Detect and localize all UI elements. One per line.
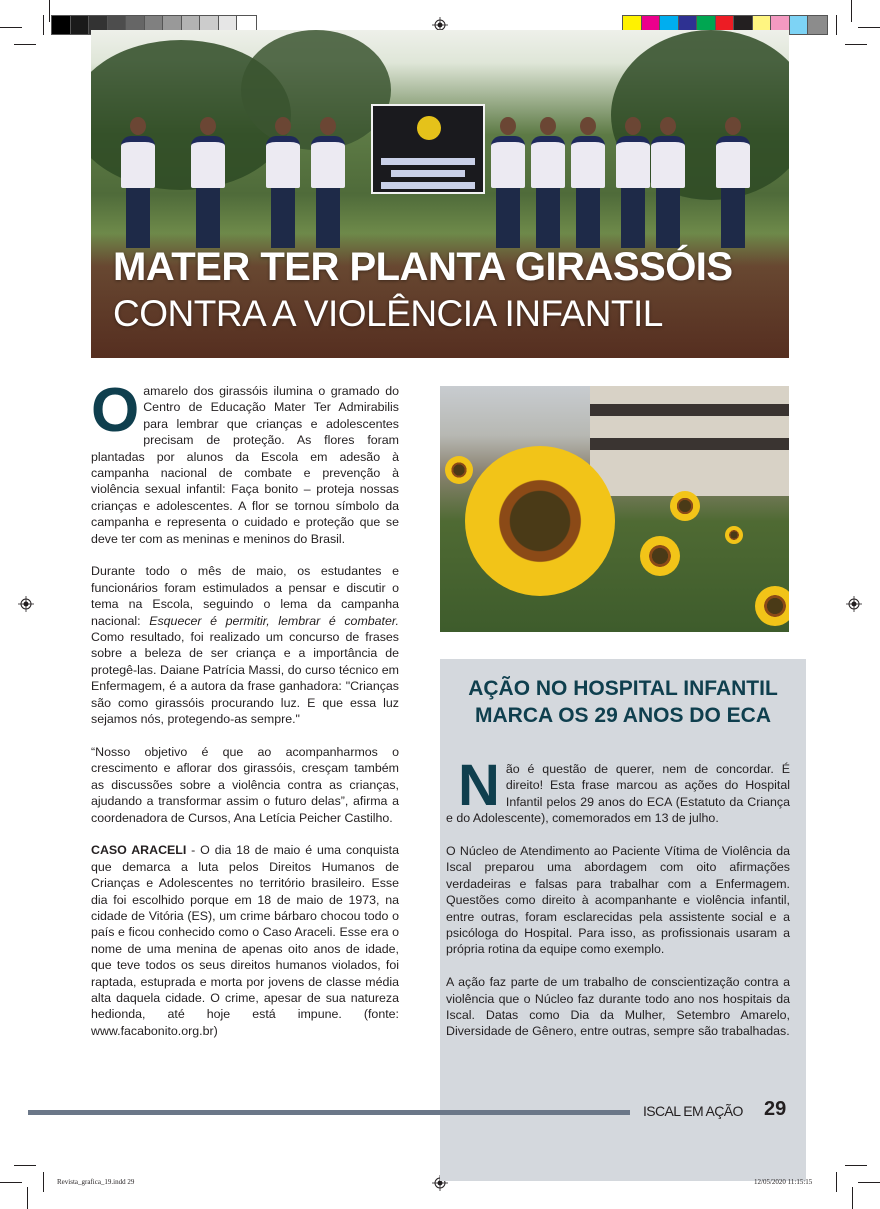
crop-mark [851,0,852,22]
article-body [91,376,399,1056]
sidebar-paragraph-3: A ação faz parte de um trabalho de conscientização contra a violência que o Núcleo faz durante todo ano nos hospitais da Iscal. Datas como Dia da Mulher, Setembro Amarelo, Diversidade de Gênero, entre outras, sempre são trabalhadas. [446,975,790,1039]
crop-mark [14,44,36,45]
crop-mark [845,44,867,45]
crop-mark [43,15,44,35]
footer-rule [28,1110,630,1115]
crop-mark [858,27,880,28]
registration-mark-icon [18,596,34,612]
drop-cap: O [91,376,140,445]
section-lead: CASO ARACELI [91,843,187,858]
sidebar-title: AÇÃO NO HOSPITAL INFANTIL MARCA OS 29 ANOS DO ECA [468,677,778,727]
color-swatch [790,16,809,34]
hero-photo [91,30,789,358]
crop-mark [852,1187,853,1209]
crop-mark [0,27,22,28]
title-line-2: CONTRA A VIOLÊNCIA INFANTIL [113,293,663,334]
page-number: 29 [764,1098,787,1120]
crop-mark [49,0,50,22]
campaign-slogan: Esquecer é permitir, lembrar é combater. [149,613,399,628]
title-line-1: MATER TER PLANTA GIRASSÓIS [113,245,733,289]
file-slug: Revista_grafica_19.indd 29 [57,1178,135,1186]
article-paragraph-3: “Nosso objetivo é que ao acompanharmos o crescimento e aflorar dos girassóis, cresçam também as discussões sobre a violência contra as crianças, ajudando a transformar assim o futuro delas”, afirma a coordenadora de Cursos, Ana Letícia Peicher Castilho. [91,744,399,825]
sidebar-paragraph-2: O Núcleo de Atendimento ao Paciente Vítima de Violência da Iscal preparou uma abordagem com oito afirmações verdadeiras e falsas para trabalhar com a Enfermagem. Questões como direito à acompanhante e violência infantil, entre outras, foram esclarecidas pela assistente social e a psicóloga do Hospital. Para isso, as profissionais usaram a própria rotina da equipe como exemplo. [446,844,790,957]
magazine-name: ISCAL EM AÇÃO [643,1103,743,1119]
color-swatch [52,16,71,34]
crop-mark [858,1182,880,1183]
print-timestamp: 12/05/2020 11:15:15 [754,1178,813,1186]
crop-mark [0,1182,22,1183]
article-paragraph-4: CASO ARACELI - O dia 18 de maio é uma conquista que demarca a luta pelos Direitos Humanos de Crianças e Adolescentes no território brasileiro. Esse dia foi escolhido porque em 18 de maio de 1973, na cidade de Vitória (ES), um crime bárbaro chocou todo o país e ficou conhecido como o Caso Araceli. Esse era o nome de uma menina de apenas oito anos de idade, que teve todos os seus direitos humanos violados, foi raptada, estuprada e morta por jovens de classe média alta daquela cidade. O crime, apesar de sua natureza hedionda, até hoje está impune. (fonte: www.facabonito.org.br) [91,843,399,1038]
crop-mark [43,1172,44,1192]
article-paragraph-1: O amarelo dos girassóis ilumina o gramado do Centro de Educação Mater Ter Admirabilis para lembrar que crianças e adolescentes precisam de proteção. As flores foram plantadas por alunos da Escola em adesão à campanha nacional de combate e prevenção à violência sexual infantil: Faça bonito – proteja nossas crianças e adolescentes. A flor se tornou símbolo da campanha e representa o cuidado e proteção que se deve ter com as meninas e meninos do Brasil. [91,376,399,546]
sidebar-body [446,753,790,1056]
color-swatch [808,16,827,34]
drop-cap: N [458,753,500,818]
sidebar-article [440,659,806,1181]
registration-mark-icon [846,596,862,612]
crop-mark [836,1172,837,1192]
page-title [113,247,733,332]
sidebar-paragraph-1: N ão é questão de querer, nem de concordar. É direito! Esta frase marcou as ações do Hospital Infantil pelos 29 anos do ECA (Estatuto da Criança e do Adolescente), comemorados em 13 de julho. [446,753,790,826]
sunflower-photo [440,386,789,632]
article-paragraph-2: Durante todo o mês de maio, os estudantes e funcionários foram estimulados a pensar e discutir o tema na Escola, seguindo o lema da campanha nacional: Esquecer é permitir, lembrar é combater. Como resultado, foi realizado um concurso de frases sobre a beleza de ser criança e a importância de protegê-las. Daiane Patrícia Massi, do curso técnico em Enfermagem, é a autora da frase ganhadora: "Crianças são como girassóis procurando luz. E que essa luz sejamos nós, protegendo-as sempre." [91,564,399,727]
crop-mark [845,1165,867,1166]
crop-mark [836,15,837,35]
sunflower-banner [371,104,485,194]
crop-mark [14,1165,36,1166]
crop-mark [27,1187,28,1209]
color-swatch [71,16,90,34]
